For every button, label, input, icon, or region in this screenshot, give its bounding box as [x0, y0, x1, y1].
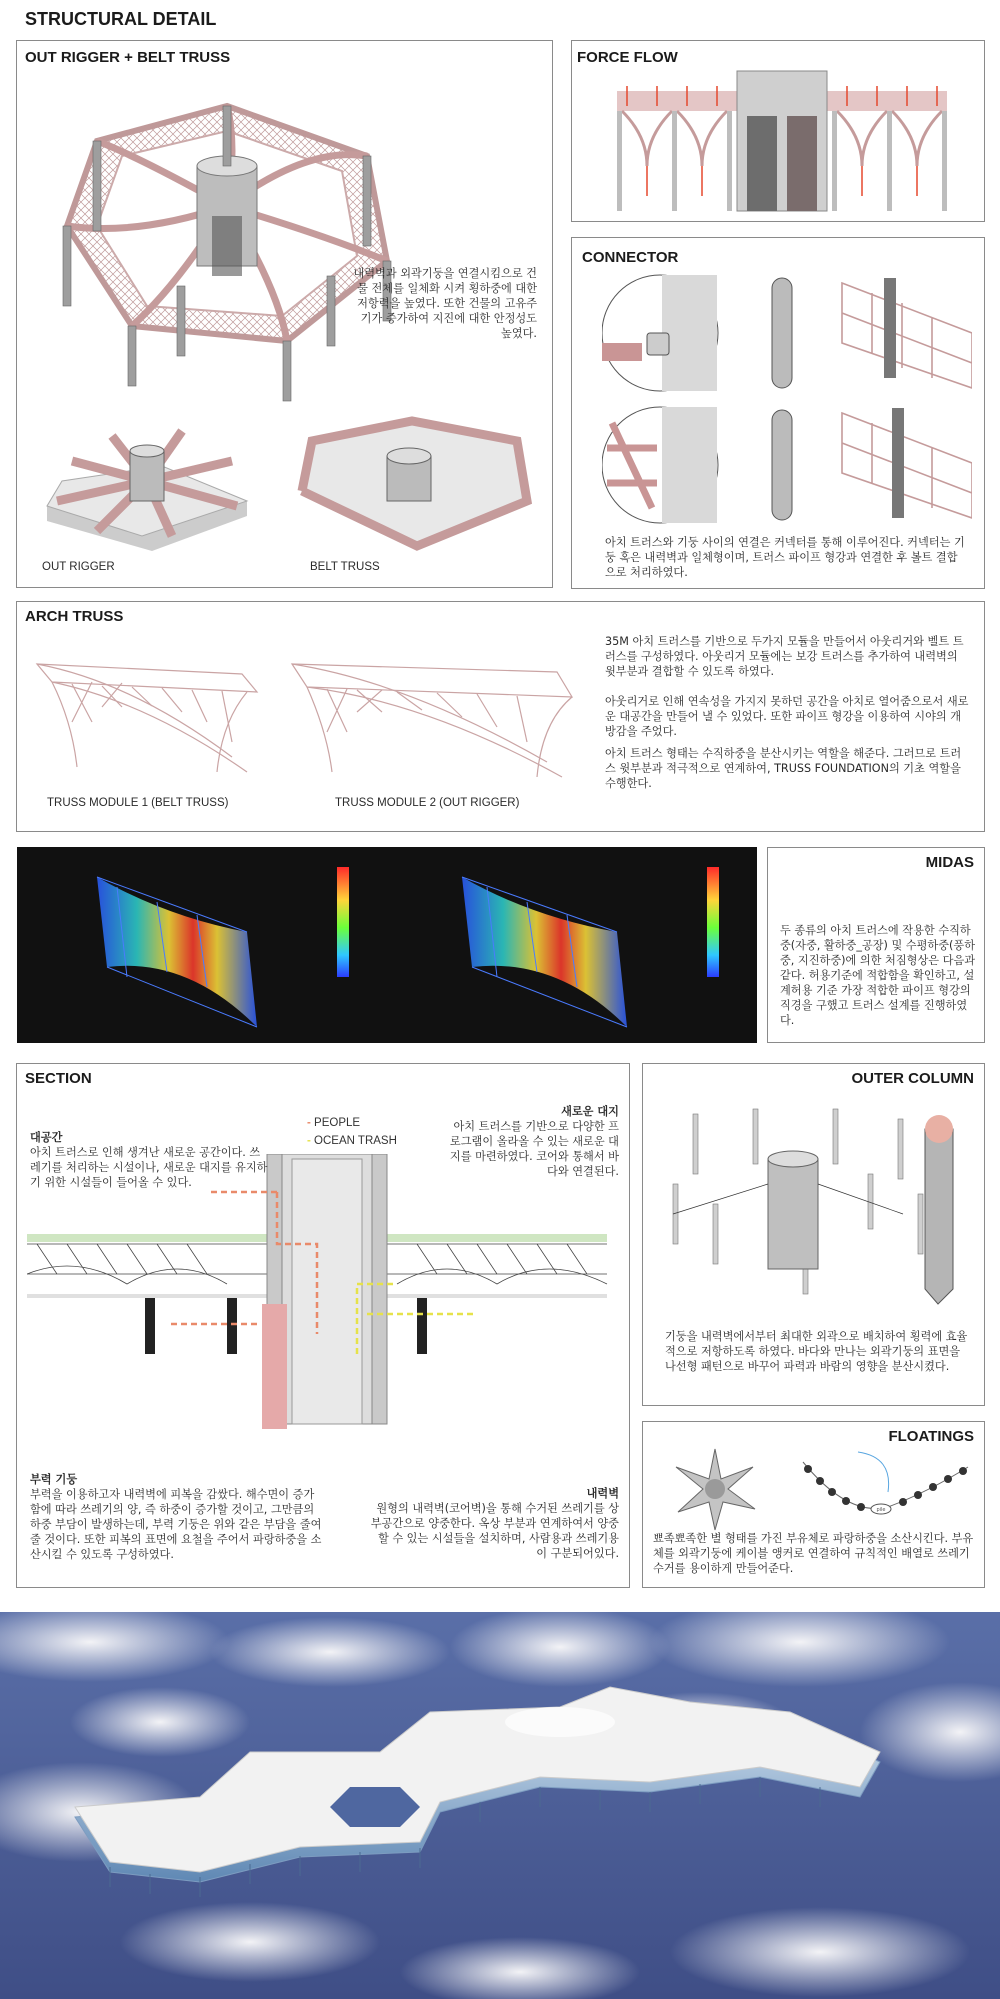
new-land-desc: 아치 트러스를 기반으로 다양한 프로그램이 올라올 수 있는 새로운 대지를 마련하였다. 코어와 통해서 바다와 연결된다.	[449, 1120, 619, 1178]
floatings-title: FLOATINGS	[888, 1428, 974, 1445]
floatings-desc: 뾰족뾰족한 별 형태를 가진 부유체로 파랑하중을 소산시킨다. 부유체를 외곽기둥에 케이블 앵커로 연결하여 규칙적인 배열로 쓰레기 수거를 용이하게 만들어준다.	[653, 1532, 974, 1575]
legend-trash-swatch: -	[307, 1135, 315, 1147]
aerial-render-image	[0, 1612, 1000, 1999]
outrigger-panel	[16, 40, 553, 588]
truss-module-2-drawing	[287, 662, 577, 782]
belt-truss-label: BELT TRUSS	[310, 561, 380, 573]
outrigger-desc: 내력벽과 외곽기둥을 연결시킴으로 건물 전체를 일체화 시켜 횡하중에 대한 저항력을 높였다. 또한 건물의 고유주기가 증가하여 지진에 대한 안정성도 높였다.	[353, 267, 537, 340]
section-panel	[16, 1063, 630, 1588]
outer-column-title: OUTER COLUMN	[851, 1070, 974, 1087]
midas-title: MIDAS	[925, 854, 974, 871]
section-title: SECTION	[25, 1070, 92, 1087]
connector-details	[602, 273, 972, 533]
connector-title: CONNECTOR	[582, 249, 679, 266]
midas-analysis-image	[17, 847, 757, 1043]
arch-truss-p2: 아웃리거로 인해 연속성을 가지지 못하던 공간을 아치로 열어줌으로서 새로운 대공간을 만들어 낼 수 있었다. 또한 파이프 형강을 이용하여 시야의 개방감을 주었다.	[605, 695, 969, 738]
midas-panel	[767, 847, 985, 1043]
new-land-title: 새로운 대지	[561, 1105, 619, 1118]
buoy-column-title: 부력 기둥	[30, 1473, 78, 1486]
arch-truss-p1: 35M 아치 트러스를 기반으로 두가지 모듈을 만들어서 아웃리거와 벨트 트러스를 구성하였다. 아웃리거 모듈에는 보강 트러스를 추가하여 내력벽의 윗부분과 결합할 수 있도록 하였다.	[605, 635, 964, 678]
midas-desc: 두 종류의 아치 트러스에 작용한 수직하중(자중, 활하중_공장) 및 수평하중(풍하중, 지진하중)에 의한 처짐형상은 다음과 같다. 허용기준에 적합함을 확인하고, 설계허용 기준 가장 적합한 파이프 형강의 직경을 구했고 트러스 설계를 진행하였다.	[780, 924, 976, 1027]
arch-truss-title: ARCH TRUSS	[25, 608, 124, 625]
buoy-column-desc: 부력을 이용하고자 내력벽에 피복을 감쌌다. 해수면이 증가함에 따라 쓰레기의 양, 즉 하중이 증가할 것이고, 그만큼의 하중 부담이 발생하는데, 부력 기둥은 위와 같은 부담을 줄여줄 것이다. 또한 피복의 표면에 요철을 주어서 파랑하중을 소산시킬 수 있도록 구성하였다.	[30, 1488, 322, 1561]
floating-chain-drawing	[798, 1447, 973, 1527]
big-space-desc: 아치 트러스로 인해 생겨난 새로운 공간이다. 쓰레기를 처리하는 시설이나, 새로운 대지를 유지하기 위한 시설들이 들어올 수 있다.	[30, 1146, 268, 1189]
force-flow-title: FORCE FLOW	[577, 49, 678, 66]
bearing-wall-title: 내력벽	[586, 1487, 619, 1500]
force-flow-drawing	[617, 66, 947, 216]
truss-module-1-drawing	[32, 662, 262, 777]
section-drawing	[27, 1154, 617, 1444]
outrigger-title: OUT RIGGER + BELT TRUSS	[25, 49, 231, 66]
connector-panel	[571, 237, 985, 589]
truss-module-2-label: TRUSS MODULE 2 (OUT RIGGER)	[335, 797, 520, 809]
floating-anchor-tag: pile	[876, 1507, 886, 1513]
truss-module-1-label: TRUSS MODULE 1 (BELT TRUSS)	[47, 797, 229, 809]
big-space-title: 대공간	[30, 1131, 63, 1144]
arch-truss-p3: 아치 트러스 형태는 수직하중을 분산시키는 역할을 해준다. 그러므로 트러스 윗부분과 적극적으로 연계하여, TRUSS FOUNDATION의 기초 역할을 수행한다.	[605, 747, 962, 790]
connector-desc: 아치 트러스와 기둥 사이의 연결은 커넥터를 통해 이루어진다. 커넥터는 기둥 혹은 내력벽과 일체형이며, 트러스 파이프 형강과 연결한 후 볼트 결합으로 처리하였다.	[605, 536, 965, 579]
star-floating-drawing	[673, 1447, 758, 1532]
outrigger-model	[42, 411, 252, 561]
force-flow-panel	[571, 40, 985, 222]
legend-people-label: PEOPLE	[314, 1117, 361, 1129]
outrigger-hex-drawing	[37, 86, 417, 416]
legend-people-swatch: -	[307, 1117, 315, 1129]
outer-column-drawing	[653, 1104, 978, 1324]
page-title: STRUCTURAL DETAIL	[25, 9, 217, 29]
legend-trash	[307, 1135, 397, 1147]
legend-people	[307, 1117, 360, 1129]
outrigger-label: OUT RIGGER	[42, 561, 115, 573]
legend-trash-label: OCEAN TRASH	[314, 1135, 397, 1147]
belt-truss-model	[292, 401, 537, 561]
bearing-wall-desc: 원형의 내력벽(코어벽)을 통해 수거된 쓰레기를 상부공간으로 양중한다. 옥상 부분과 연계하여서 양중할 수 있는 시설들을 설치하며, 사람용과 쓰레기용이 구분되어있다.	[370, 1502, 619, 1560]
floatings-panel	[642, 1421, 985, 1588]
outer-column-desc: 기둥을 내력벽에서부터 최대한 외곽으로 배치하여 횡력에 효율적으로 저항하도록 하였다. 바다와 만나는 외곽기둥의 표면을 나선형 패턴으로 바꾸어 파력과 바람의 영향을 분산시켰다.	[665, 1330, 968, 1373]
outer-column-panel	[642, 1063, 985, 1406]
arch-truss-panel	[16, 601, 985, 832]
